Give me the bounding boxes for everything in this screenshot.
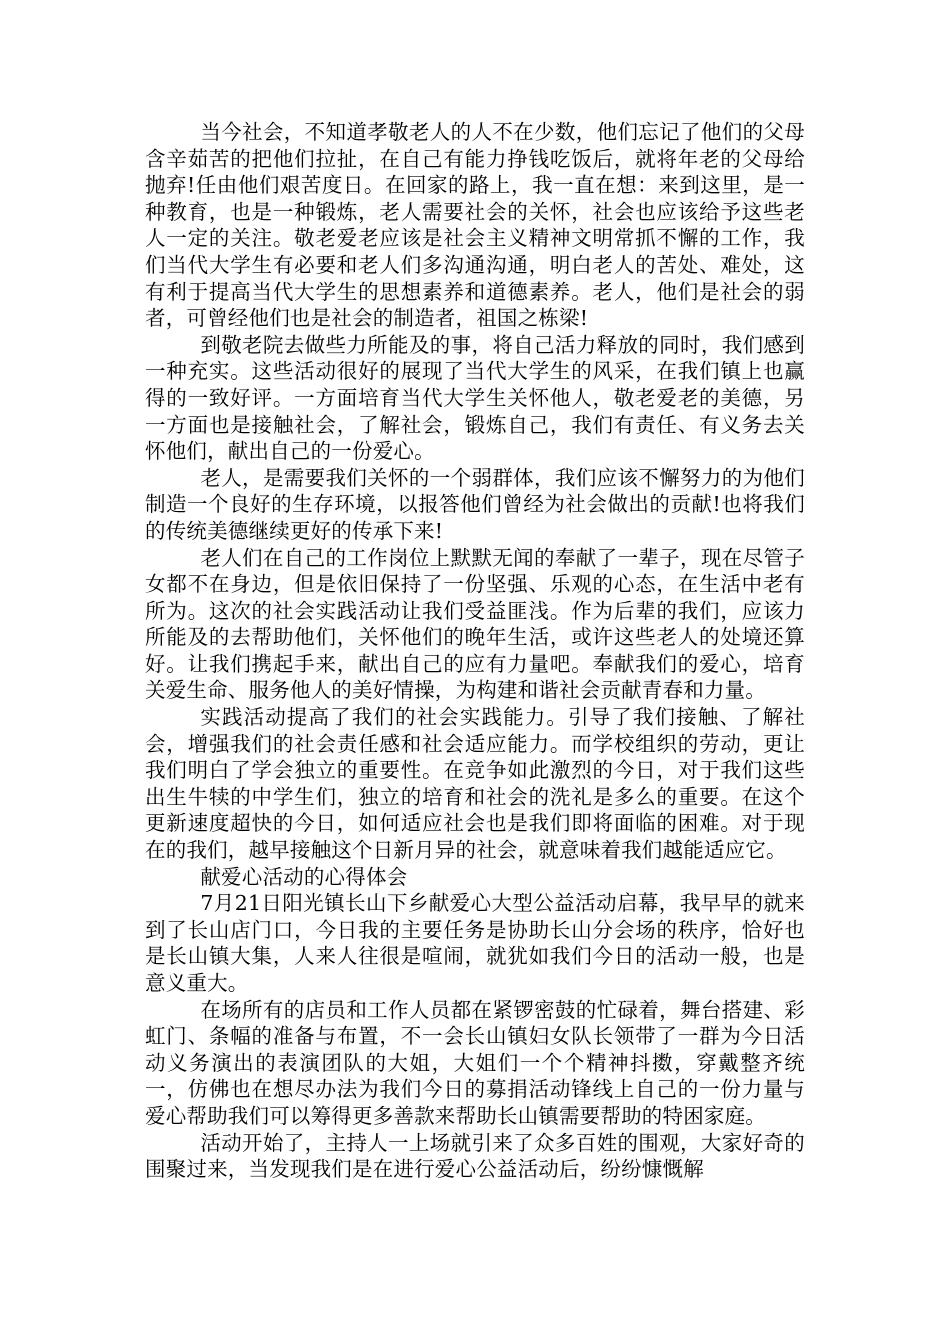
paragraph-event-start: 活动开始了，主持人一上场就引来了众多百姓的围观，大家好奇的围聚过来，当发现我们是在进行爱心公益活动后，纷纷慷慨解 [145, 1130, 805, 1182]
paragraph-staff-busy: 在场所有的店员和工作人员都在紧锣密鼓的忙碌着，舞台搭建、彩虹门、条幅的准备与布置，不一会长山镇妇女队长领带了一群为今日活动义务演出的表演团队的大姐，大姐们一个个精神抖擞，穿戴整齐统一，仿佛也在想尽办法为我们今日的募捐活动锋线上自己的一份力量与爱心帮助我们可以筹得更多善款来帮助长山镇需要帮助的特困家庭。 [145, 997, 805, 1128]
paragraph-elderly-care: 老人，是需要我们关怀的一个弱群体，我们应该不懈努力的为他们制造一个良好的生存环境，以报答他们曾经为社会做出的贡献!也将我们的传统美德继续更好的传承下来! [145, 465, 805, 543]
paragraph-practice-ability: 实践活动提高了我们的社会实践能力。引导了我们接触、了解社会，增强我们的社会责任感和社会适应能力。而学校组织的劳动，更让我们明白了学会独立的重要性。在竞争如此激烈的今日，对于我们这些出生牛犊的中学生们，独立的培育和社会的洗礼是多么的重要。在这个更新速度超快的今日，如何适应社会也是我们即将面临的困难。对于现在的我们，越早接触这个日新月异的社会，就意味着我们越能适应它。 [145, 705, 805, 863]
paragraph-respect-elders: 当今社会，不知道孝敬老人的人不在少数，他们忘记了他们的父母含辛茹苦的把他们拉扯，在自己有能力挣钱吃饭后，就将年老的父母给抛弃!任由他们艰苦度日。在回家的路上，我一直在想：来到这里，是一种教育，也是一种锻炼，老人需要社会的关怀，社会也应该给予这些老人一定的关注。敬老爱老应该是社会主义精神文明常抓不懈的工作，我们当代大学生有必要和老人们多沟通沟通，明白老人的苦处、难处，这有利于提高当代大学生的思想素养和道德素养。老人，他们是社会的弱者，可曾经他们也是社会的制造者，祖国之栋梁! [145, 120, 805, 331]
section-heading: 献爱心活动的心得体会 [200, 864, 408, 889]
paragraph-nursing-home: 到敬老院去做些力所能及的事，将自己活力释放的同时，我们感到一种充实。这些活动很好的展现了当代大学生的风采，在我们镇上也赢得的一致好评。一方面培育当代大学生关怀他人，敬老爱老的美德，另一方面也是接触社会，了解社会，锻炼自己，我们有责任、有义务去关怀他们，献出自己的一份爱心。 [145, 332, 805, 464]
paragraph-elderly-dedication: 老人们在自己的工作岗位上默默无闻的奉献了一辈子，现在尽管子女都不在身边，但是依旧保持了一份坚强、乐观的心态，在生活中老有所为。这次的社会实践活动让我们受益匪浅。作为后辈的我们，应该力所能及的去帮助他们，关怀他们的晚年生活，或许这些老人的处境还算好。让我们携起手来，献出自己的应有力量吧。奉献我们的爱心，培育关爱生命、服务他人的美好情操，为构建和谐社会贡献青春和力量。 [145, 545, 805, 703]
paragraph-charity-event: 7月21日阳光镇长山下乡献爱心大型公益活动启幕，我早早的就来到了长山店门口，今日我的主要任务是协助长山分会场的秩序，恰好也是长山镇大集，人来人往很是喧闹，就犹如我们今日的活动一般，也是意义重大。 [145, 891, 805, 995]
document-body [145, 119, 805, 1183]
